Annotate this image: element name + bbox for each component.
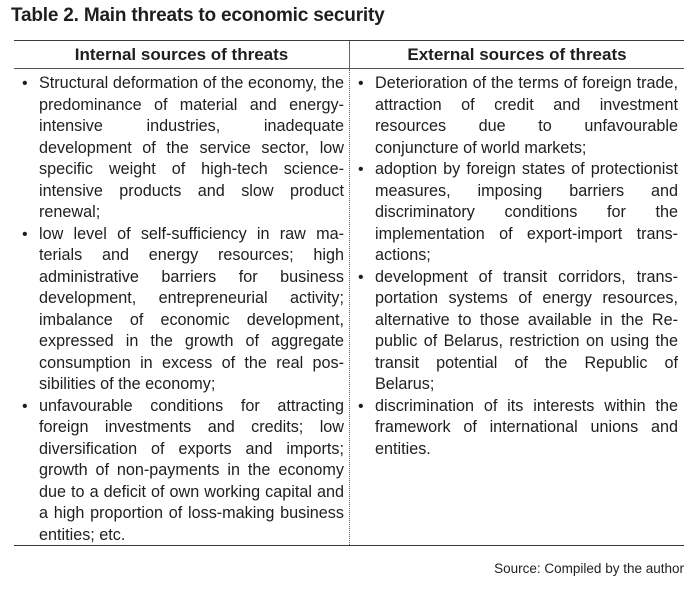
list-item [22,224,344,396]
list-item [358,73,678,159]
bullet-icon: • [22,397,28,415]
external-threats-list [358,73,678,460]
bullet-icon: • [358,161,364,178]
external-threats-column [358,73,678,460]
internal-threat-text: Structural deformation of the economy, the predominance of material and energy-intensive industries, inadequate development of the service sector, low specific weight of high-tech science-intensive products and slow product renewal; [39,74,344,221]
list-item [22,73,344,224]
list-item [22,396,344,547]
table-title: Table 2. Main threats to economic security [11,5,385,26]
list-item [358,159,678,267]
list-item [358,396,678,461]
bullet-icon: • [358,268,364,286]
source-note: Source: Compiled by the author [494,561,684,576]
bullet-icon: • [22,225,28,243]
bullet-icon: • [358,397,364,415]
list-item [358,267,678,396]
column-divider [349,69,350,545]
internal-threats-list [22,73,344,546]
threats-table [14,40,684,546]
internal-column-header: Internal sources of threats [74,45,289,64]
external-threat-text: discrimination of its interests within the framework of international unions and entities. [375,396,678,458]
external-column-header: External sources of threats [407,45,627,64]
external-threat-text: development of transit corridors, transportation systems of energy resources, alternative to those available in the Republic of Belarus, restriction on using the transit potential of the Republic of Belarus; [375,267,678,393]
external-threat-text: Deterioration of the terms of foreign trade, attraction of credit and investment resources due to unfavourable conjuncture of world markets; [375,74,678,157]
bullet-icon: • [22,75,28,92]
bullet-icon: • [358,75,364,92]
external-threat-text: adoption by foreign states of protectionist measures, imposing barriers and discriminatory conditions for the implementation of export-import transactions; [375,160,678,264]
internal-threats-column [22,73,344,546]
internal-threat-text: low level of self-sufficiency in raw materials and energy resources; high administrative barriers for business development, entrepreneurial activity; imbalance of economic development, expressed in the growth of aggregate consumption in excess of the real possibilities of the economy; [39,224,344,393]
internal-threat-text: unfavourable conditions for attracting foreign investments and credits; low diversification of exports and imports; growth of non-payments in the economy due to a deficit of own working capital and a high proportion of loss-making business entities; etc. [39,396,344,544]
